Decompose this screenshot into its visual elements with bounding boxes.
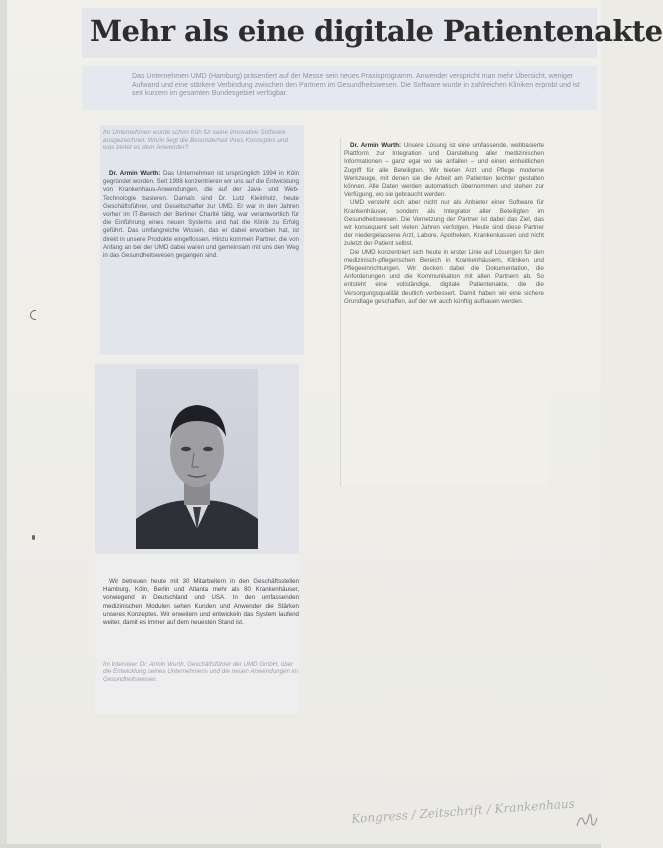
column-2-paragraph-2: UMD versteht sich aber nicht nur als Anbieter einer Software für Krankenhäuser, sondern als Integrator aller Beteiligten im Gesundheitswesen. Die Vernetzung der Partner ist dabei das Ziel, das wir konsequent seit vielen Jahren verfolgen. Heute sind diese Partner der niedergelassene Arzt, Labore, Apotheken, Krankenkassen und nicht zuletzt der Patient selbst. [344,199,544,248]
article-column-3 [103,578,299,654]
handwritten-signature [575,808,599,832]
speaker-name: Dr. Armin Wurth: [109,170,161,177]
column-1-paragraph [103,170,299,260]
handwritten-source-note: Kongress / Zeitschrift / Krankenhaus [351,796,576,826]
column-1-text: Das Unternehmen ist ursprünglich 1994 in Köln gegründet worden. Seit 1998 konzentrieren wir uns auf die Entwicklung von Krankenhaus-Anwendungen, die auf der Java- und Web-Technologie basieren. Damals sind Dr. Lutz Kleinholz, heute Geschäftsführer, und Gesellschafter zur UMD. Er war in den Jahren vorher im IT-Bereich der Berliner Charité tätig, war verantwortlich für die Einführung eines neuen Systems und hat die Klinik zu Erfolg geführt. Das umfangreiche Wissen, das er dabei erworben hat, ist direkt in unsere Produkte eingeflossen. Hinzu kommen Partner, die von Anfang an bei der UMD dabei waren und gemeinsam mit uns den Weg in das Gesundheitswesen gegangen sind. [103,170,300,260]
headline: Mehr als eine digitale Patientenakte [90,14,663,48]
scan-left-edge [0,0,7,848]
headline-box [82,8,663,58]
interview-question: Ihr Unternehmen wurde schon früh für seine innovative Software ausgezeichnet. Worin liegt die Besonderheit Ihres Konzeptes und was bietet es dem Anwender? [103,129,289,152]
column-3-paragraph: Wir betreuen heute mit 30 Mitarbeitern in den Geschäftsstellen Hamburg, Köln, Berlin und Atlanta mehr als 80 Krankenhäuser, vorwiegend in Deutschland und USA. In den umfassenden medizinischen Modulen sehen Kunden und Anwender die Stärken unseres Konzeptes. Wir erweitern und entwickeln das System laufend weiter, damit es immer auf dem neuesten Stand ist. [103,578,299,627]
article-column-2 [344,142,544,484]
punch-hole-mark [30,310,36,320]
portrait-photo [136,369,258,549]
column-2-paragraph-1 [344,142,544,199]
column-2-paragraph-3: Die UMD konzentriert sich heute in erster Linie auf Lösungen für den medizinisch-pflegerischen Bereich in Krankenhäusern, Kliniken und Pflegeeinrichtungen. Wir decken dabei die Dokumentation, die Anforderungen und die Kommunikation mit allen Partnern ab. So entsteht eine vollständige, digitale Patientenakte, die die Versorgungsqualität deutlich verbessert. Damit haben wir eine sichere Grundlage geschaffen, auf der wir auch künftig aufbauen werden. [344,248,544,305]
speaker-name-2: Dr. Armin Wurth: [350,142,402,149]
article-column-1 [103,170,299,346]
column-2-text-1: Unsere Lösung ist eine umfassende, webbasierte Plattform zur Integration und Darstellung aller medizinischen Informationen – ganz egal wo sie anfallen – und einen einheitlichen Zugriff für alle Beteiligten. Wir bieten Arzt und Pflege moderne Werkzeuge, mit denen sie die Arbeit am Patienten leichter gestalten können. Alle Daten werden automatisch übernommen und stehen zur Verfügung, wo sie gebraucht werden. [344,142,544,199]
scan-speck [32,535,35,540]
scan-bottom-edge [0,844,601,848]
lead-paragraph: Das Unternehmen UMD (Hamburg) präsentiert auf der Messe sein neues Praxisprogramm. Anwender verspricht man mehr Übersicht, weniger Aufwand und eine stärkere Verbindung zwischen den Partnern im Gesundheitswesen. Die Software wurde in zahlreichen Kliniken erprobt und ist seit kurzem im gesamten Bundesgebiet verfügbar. [82,66,597,110]
photo-caption: Im Interview: Dr. Armin Wurth, Geschäftsführer der UMD GmbH, über die Entwicklung seines Unternehmens und die neuen Anwendungen im Gesundheitswesen. [103,661,299,683]
